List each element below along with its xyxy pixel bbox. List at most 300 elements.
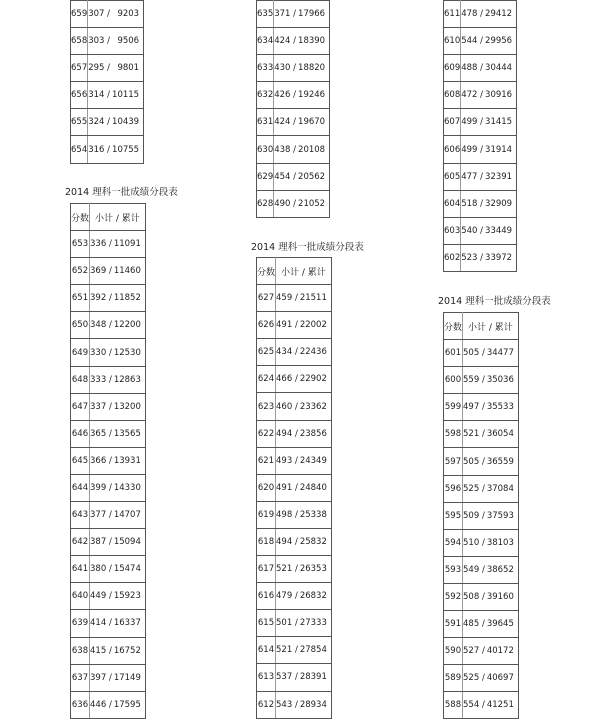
score-cell: 622 xyxy=(257,420,276,447)
header-score: 分数 xyxy=(71,204,90,231)
cumulative-cell: 22002 xyxy=(300,312,332,339)
cumulative-cell: 40172 xyxy=(487,638,519,665)
score-table-col1-top xyxy=(70,0,144,164)
cumulative-cell: 37593 xyxy=(487,502,519,529)
score-cell: 588 xyxy=(444,692,463,719)
table-row xyxy=(71,28,144,55)
score-cell: 611 xyxy=(444,1,461,28)
subtotal-cell: 494 / xyxy=(276,528,300,555)
cumulative-cell: 38103 xyxy=(487,529,519,556)
cumulative-cell: 33972 xyxy=(485,244,517,271)
subtotal-cell: 424 / xyxy=(274,28,298,55)
subtotal-cell: 424 / xyxy=(274,109,298,136)
subtotal-cell: 559 / xyxy=(463,367,487,394)
cumulative-cell: 41251 xyxy=(487,692,519,719)
header-score: 分数 xyxy=(257,258,276,285)
score-cell: 623 xyxy=(257,393,276,420)
cumulative-cell: 16337 xyxy=(114,610,146,637)
subtotal-cell: 369 / xyxy=(90,258,114,285)
cumulative-cell: 23856 xyxy=(300,420,332,447)
table-row xyxy=(257,190,330,217)
cumulative-cell: 13200 xyxy=(114,393,146,420)
score-cell: 599 xyxy=(444,394,463,421)
table-row xyxy=(71,258,146,285)
subtotal-cell: 454 / xyxy=(274,163,298,190)
cumulative-cell: 38652 xyxy=(487,556,519,583)
score-cell: 612 xyxy=(257,691,276,718)
table-row xyxy=(71,420,146,447)
cumulative-cell: 27854 xyxy=(300,637,332,664)
cumulative-cell: 37084 xyxy=(487,475,519,502)
subtotal-cell: 491 / xyxy=(276,474,300,501)
score-cell: 609 xyxy=(444,55,461,82)
cumulative-cell: 12863 xyxy=(114,366,146,393)
score-cell: 658 xyxy=(71,28,88,55)
subtotal-cell: 498 / xyxy=(276,501,300,528)
table-row xyxy=(444,55,517,82)
table-row xyxy=(71,82,144,109)
subtotal-cell: 348 / xyxy=(90,312,114,339)
subtotal-cell: 295 / xyxy=(88,55,112,82)
table-row xyxy=(257,109,330,136)
subtotal-cell: 333 / xyxy=(90,366,114,393)
subtotal-cell: 314 / xyxy=(88,82,112,109)
subtotal-cell: 478 / xyxy=(461,1,485,28)
score-cell: 631 xyxy=(257,109,274,136)
subtotal-cell: 493 / xyxy=(276,447,300,474)
table-row xyxy=(257,583,332,610)
table-row xyxy=(71,447,146,474)
cumulative-cell: 39645 xyxy=(487,611,519,638)
score-cell: 652 xyxy=(71,258,90,285)
table-row xyxy=(71,1,144,28)
cumulative-cell: 31914 xyxy=(485,136,517,163)
cumulative-cell: 16752 xyxy=(114,637,146,664)
subtotal-cell: 434 / xyxy=(276,339,300,366)
score-cell: 595 xyxy=(444,502,463,529)
cumulative-cell: 11460 xyxy=(114,258,146,285)
table-row xyxy=(257,136,330,163)
cumulative-cell: 33449 xyxy=(485,217,517,244)
cumulative-cell: 12200 xyxy=(114,312,146,339)
score-cell: 625 xyxy=(257,339,276,366)
table-row xyxy=(71,664,146,691)
subtotal-cell: 336 / xyxy=(90,231,114,258)
table-row xyxy=(257,366,332,393)
cumulative-cell: 26353 xyxy=(300,556,332,583)
subtotal-cell: 499 / xyxy=(461,136,485,163)
score-cell: 659 xyxy=(71,1,88,28)
score-cell: 590 xyxy=(444,638,463,665)
cumulative-cell: 15094 xyxy=(114,529,146,556)
score-table-col2-top xyxy=(256,0,330,218)
cumulative-cell: 9203 xyxy=(112,1,144,28)
subtotal-cell: 537 / xyxy=(276,664,300,691)
table-row xyxy=(71,136,144,163)
cumulative-cell: 9506 xyxy=(112,28,144,55)
table-row xyxy=(444,502,519,529)
subtotal-cell: 365 / xyxy=(90,420,114,447)
subtotal-cell: 459 / xyxy=(276,285,300,312)
cumulative-cell: 15923 xyxy=(114,583,146,610)
subtotal-cell: 521 / xyxy=(276,556,300,583)
subtotal-cell: 499 / xyxy=(461,109,485,136)
cumulative-cell: 22436 xyxy=(300,339,332,366)
table-row xyxy=(444,611,519,638)
table-row xyxy=(71,285,146,312)
table-row xyxy=(444,244,517,271)
cumulative-cell: 26832 xyxy=(300,583,332,610)
score-table-col3-top xyxy=(443,0,517,272)
score-cell: 641 xyxy=(71,556,90,583)
table-row xyxy=(444,217,517,244)
subtotal-cell: 485 / xyxy=(463,611,487,638)
cumulative-cell: 29412 xyxy=(485,1,517,28)
score-cell: 647 xyxy=(71,393,90,420)
table-row xyxy=(444,556,519,583)
table-row xyxy=(71,556,146,583)
cumulative-cell: 30444 xyxy=(485,55,517,82)
score-cell: 597 xyxy=(444,448,463,475)
subtotal-cell: 488 / xyxy=(461,55,485,82)
table-title-col3: 2014 理科一批成绩分段表 xyxy=(438,296,551,307)
cumulative-cell: 10755 xyxy=(112,136,144,163)
score-cell: 654 xyxy=(71,136,88,163)
score-cell: 637 xyxy=(71,664,90,691)
table-row xyxy=(444,190,517,217)
subtotal-cell: 490 / xyxy=(274,190,298,217)
cumulative-cell: 29956 xyxy=(485,28,517,55)
cumulative-cell: 40697 xyxy=(487,665,519,692)
score-cell: 638 xyxy=(71,637,90,664)
table-row xyxy=(257,447,332,474)
subtotal-cell: 543 / xyxy=(276,691,300,718)
cumulative-cell: 20108 xyxy=(298,136,330,163)
score-cell: 601 xyxy=(444,340,463,367)
table-row xyxy=(257,474,332,501)
subtotal-cell: 414 / xyxy=(90,610,114,637)
score-cell: 635 xyxy=(257,1,274,28)
score-cell: 614 xyxy=(257,637,276,664)
subtotal-cell: 316 / xyxy=(88,136,112,163)
score-cell: 616 xyxy=(257,583,276,610)
cumulative-cell: 21511 xyxy=(300,285,332,312)
table-title-col2: 2014 理科一批成绩分段表 xyxy=(251,242,364,253)
table-row xyxy=(257,691,332,718)
subtotal-cell: 303 / xyxy=(88,28,112,55)
cumulative-cell: 34477 xyxy=(487,340,519,367)
subtotal-cell: 337 / xyxy=(90,393,114,420)
table-row xyxy=(71,339,146,366)
subtotal-cell: 430 / xyxy=(274,55,298,82)
subtotal-cell: 380 / xyxy=(90,556,114,583)
subtotal-cell: 518 / xyxy=(461,190,485,217)
subtotal-cell: 472 / xyxy=(461,82,485,109)
table-row xyxy=(257,1,330,28)
table-row xyxy=(257,28,330,55)
table-row xyxy=(71,691,146,718)
table-row xyxy=(257,55,330,82)
score-cell: 643 xyxy=(71,502,90,529)
table-row xyxy=(257,637,332,664)
subtotal-cell: 479 / xyxy=(276,583,300,610)
score-cell: 615 xyxy=(257,610,276,637)
table-row xyxy=(444,475,519,502)
subtotal-cell: 554 / xyxy=(463,692,487,719)
cumulative-cell: 32909 xyxy=(485,190,517,217)
header-subtotal: 小计 / 累计 xyxy=(463,313,519,340)
table-row xyxy=(444,367,519,394)
score-cell: 644 xyxy=(71,474,90,501)
subtotal-cell: 494 / xyxy=(276,420,300,447)
cumulative-cell: 35533 xyxy=(487,394,519,421)
table-row xyxy=(71,502,146,529)
table-row xyxy=(257,82,330,109)
score-table-col2 xyxy=(256,257,332,719)
subtotal-cell: 544 / xyxy=(461,28,485,55)
subtotal-cell: 324 / xyxy=(88,109,112,136)
score-cell: 604 xyxy=(444,190,461,217)
table-row xyxy=(257,664,332,691)
subtotal-cell: 446 / xyxy=(90,691,114,718)
table-row xyxy=(71,529,146,556)
table-row xyxy=(444,82,517,109)
score-cell: 603 xyxy=(444,217,461,244)
score-cell: 618 xyxy=(257,528,276,555)
score-cell: 634 xyxy=(257,28,274,55)
table-row xyxy=(444,340,519,367)
score-cell: 626 xyxy=(257,312,276,339)
table-row xyxy=(257,339,332,366)
score-cell: 655 xyxy=(71,109,88,136)
score-cell: 589 xyxy=(444,665,463,692)
subtotal-cell: 392 / xyxy=(90,285,114,312)
score-cell: 596 xyxy=(444,475,463,502)
subtotal-cell: 366 / xyxy=(90,447,114,474)
score-cell: 627 xyxy=(257,285,276,312)
cumulative-cell: 10115 xyxy=(112,82,144,109)
subtotal-cell: 527 / xyxy=(463,638,487,665)
cumulative-cell: 18390 xyxy=(298,28,330,55)
score-cell: 608 xyxy=(444,82,461,109)
header-subtotal: 小计 / 累计 xyxy=(276,258,332,285)
cumulative-cell: 12530 xyxy=(114,339,146,366)
table-row xyxy=(257,420,332,447)
score-cell: 645 xyxy=(71,447,90,474)
subtotal-cell: 377 / xyxy=(90,502,114,529)
score-cell: 606 xyxy=(444,136,461,163)
cumulative-cell: 17595 xyxy=(114,691,146,718)
subtotal-cell: 438 / xyxy=(274,136,298,163)
subtotal-cell: 491 / xyxy=(276,312,300,339)
cumulative-cell: 25338 xyxy=(300,501,332,528)
subtotal-cell: 497 / xyxy=(463,394,487,421)
subtotal-cell: 521 / xyxy=(276,637,300,664)
table-row xyxy=(71,610,146,637)
cumulative-cell: 22902 xyxy=(300,366,332,393)
subtotal-cell: 426 / xyxy=(274,82,298,109)
table-row xyxy=(71,583,146,610)
table-row xyxy=(71,231,146,258)
subtotal-cell: 449 / xyxy=(90,583,114,610)
subtotal-cell: 505 / xyxy=(463,340,487,367)
score-cell: 621 xyxy=(257,447,276,474)
cumulative-cell: 15474 xyxy=(114,556,146,583)
subtotal-cell: 508 / xyxy=(463,583,487,610)
subtotal-cell: 397 / xyxy=(90,664,114,691)
table-row xyxy=(71,474,146,501)
score-cell: 600 xyxy=(444,367,463,394)
cumulative-cell: 11852 xyxy=(114,285,146,312)
score-cell: 594 xyxy=(444,529,463,556)
score-cell: 651 xyxy=(71,285,90,312)
cumulative-cell: 30916 xyxy=(485,82,517,109)
cumulative-cell: 25832 xyxy=(300,528,332,555)
cumulative-cell: 21052 xyxy=(298,190,330,217)
score-cell: 617 xyxy=(257,556,276,583)
cumulative-cell: 14707 xyxy=(114,502,146,529)
table-header-row xyxy=(257,258,332,285)
table-row xyxy=(71,393,146,420)
cumulative-cell: 17149 xyxy=(114,664,146,691)
score-cell: 602 xyxy=(444,244,461,271)
score-cell: 605 xyxy=(444,163,461,190)
table-row xyxy=(257,610,332,637)
subtotal-cell: 307 / xyxy=(88,1,112,28)
cumulative-cell: 24840 xyxy=(300,474,332,501)
table-row xyxy=(257,528,332,555)
subtotal-cell: 540 / xyxy=(461,217,485,244)
cumulative-cell: 36559 xyxy=(487,448,519,475)
table-row xyxy=(444,394,519,421)
cumulative-cell: 14330 xyxy=(114,474,146,501)
table-row xyxy=(71,637,146,664)
subtotal-cell: 501 / xyxy=(276,610,300,637)
table-row xyxy=(444,109,517,136)
score-cell: 639 xyxy=(71,610,90,637)
subtotal-cell: 509 / xyxy=(463,502,487,529)
cumulative-cell: 35036 xyxy=(487,367,519,394)
score-cell: 642 xyxy=(71,529,90,556)
table-row xyxy=(257,556,332,583)
subtotal-cell: 510 / xyxy=(463,529,487,556)
score-cell: 593 xyxy=(444,556,463,583)
score-cell: 649 xyxy=(71,339,90,366)
table-row xyxy=(257,393,332,420)
subtotal-cell: 399 / xyxy=(90,474,114,501)
score-cell: 636 xyxy=(71,691,90,718)
table-header-row xyxy=(444,313,519,340)
table-row xyxy=(257,163,330,190)
score-cell: 653 xyxy=(71,231,90,258)
cumulative-cell: 18820 xyxy=(298,55,330,82)
table-row xyxy=(444,28,517,55)
score-cell: 628 xyxy=(257,190,274,217)
score-cell: 613 xyxy=(257,664,276,691)
table-row xyxy=(71,55,144,82)
header-subtotal: 小计 / 累计 xyxy=(90,204,146,231)
cumulative-cell: 36054 xyxy=(487,421,519,448)
score-cell: 592 xyxy=(444,583,463,610)
subtotal-cell: 525 / xyxy=(463,665,487,692)
table-row xyxy=(444,638,519,665)
score-cell: 629 xyxy=(257,163,274,190)
cumulative-cell: 19670 xyxy=(298,109,330,136)
cumulative-cell: 19246 xyxy=(298,82,330,109)
cumulative-cell: 27333 xyxy=(300,610,332,637)
table-row xyxy=(257,501,332,528)
cumulative-cell: 28391 xyxy=(300,664,332,691)
cumulative-cell: 23362 xyxy=(300,393,332,420)
score-cell: 610 xyxy=(444,28,461,55)
cumulative-cell: 10439 xyxy=(112,109,144,136)
cumulative-cell: 28934 xyxy=(300,691,332,718)
score-cell: 607 xyxy=(444,109,461,136)
table-row xyxy=(444,163,517,190)
cumulative-cell: 39160 xyxy=(487,583,519,610)
table-row xyxy=(257,312,332,339)
table-row xyxy=(444,692,519,719)
table-row xyxy=(71,366,146,393)
subtotal-cell: 387 / xyxy=(90,529,114,556)
cumulative-cell: 9801 xyxy=(112,55,144,82)
subtotal-cell: 460 / xyxy=(276,393,300,420)
cumulative-cell: 20562 xyxy=(298,163,330,190)
table-row xyxy=(444,665,519,692)
subtotal-cell: 549 / xyxy=(463,556,487,583)
table-header-row xyxy=(71,204,146,231)
score-cell: 656 xyxy=(71,82,88,109)
score-cell: 633 xyxy=(257,55,274,82)
table-row xyxy=(444,583,519,610)
score-cell: 591 xyxy=(444,611,463,638)
table-row xyxy=(71,312,146,339)
score-cell: 630 xyxy=(257,136,274,163)
table-row xyxy=(71,109,144,136)
cumulative-cell: 31415 xyxy=(485,109,517,136)
cumulative-cell: 17966 xyxy=(298,1,330,28)
subtotal-cell: 466 / xyxy=(276,366,300,393)
cumulative-cell: 24349 xyxy=(300,447,332,474)
subtotal-cell: 521 / xyxy=(463,421,487,448)
score-table-col1 xyxy=(70,203,146,719)
score-cell: 620 xyxy=(257,474,276,501)
table-row xyxy=(444,136,517,163)
subtotal-cell: 525 / xyxy=(463,475,487,502)
table-row xyxy=(444,529,519,556)
table-row xyxy=(444,448,519,475)
score-cell: 640 xyxy=(71,583,90,610)
score-cell: 648 xyxy=(71,366,90,393)
cumulative-cell: 13565 xyxy=(114,420,146,447)
subtotal-cell: 523 / xyxy=(461,244,485,271)
table-title-col1: 2014 理科一批成绩分段表 xyxy=(65,187,178,198)
header-score: 分数 xyxy=(444,313,463,340)
subtotal-cell: 330 / xyxy=(90,339,114,366)
score-cell: 646 xyxy=(71,420,90,447)
score-cell: 619 xyxy=(257,501,276,528)
cumulative-cell: 11091 xyxy=(114,231,146,258)
score-cell: 632 xyxy=(257,82,274,109)
score-cell: 657 xyxy=(71,55,88,82)
score-cell: 598 xyxy=(444,421,463,448)
table-row xyxy=(257,285,332,312)
subtotal-cell: 505 / xyxy=(463,448,487,475)
subtotal-cell: 415 / xyxy=(90,637,114,664)
score-cell: 650 xyxy=(71,312,90,339)
table-row xyxy=(444,1,517,28)
cumulative-cell: 13931 xyxy=(114,447,146,474)
